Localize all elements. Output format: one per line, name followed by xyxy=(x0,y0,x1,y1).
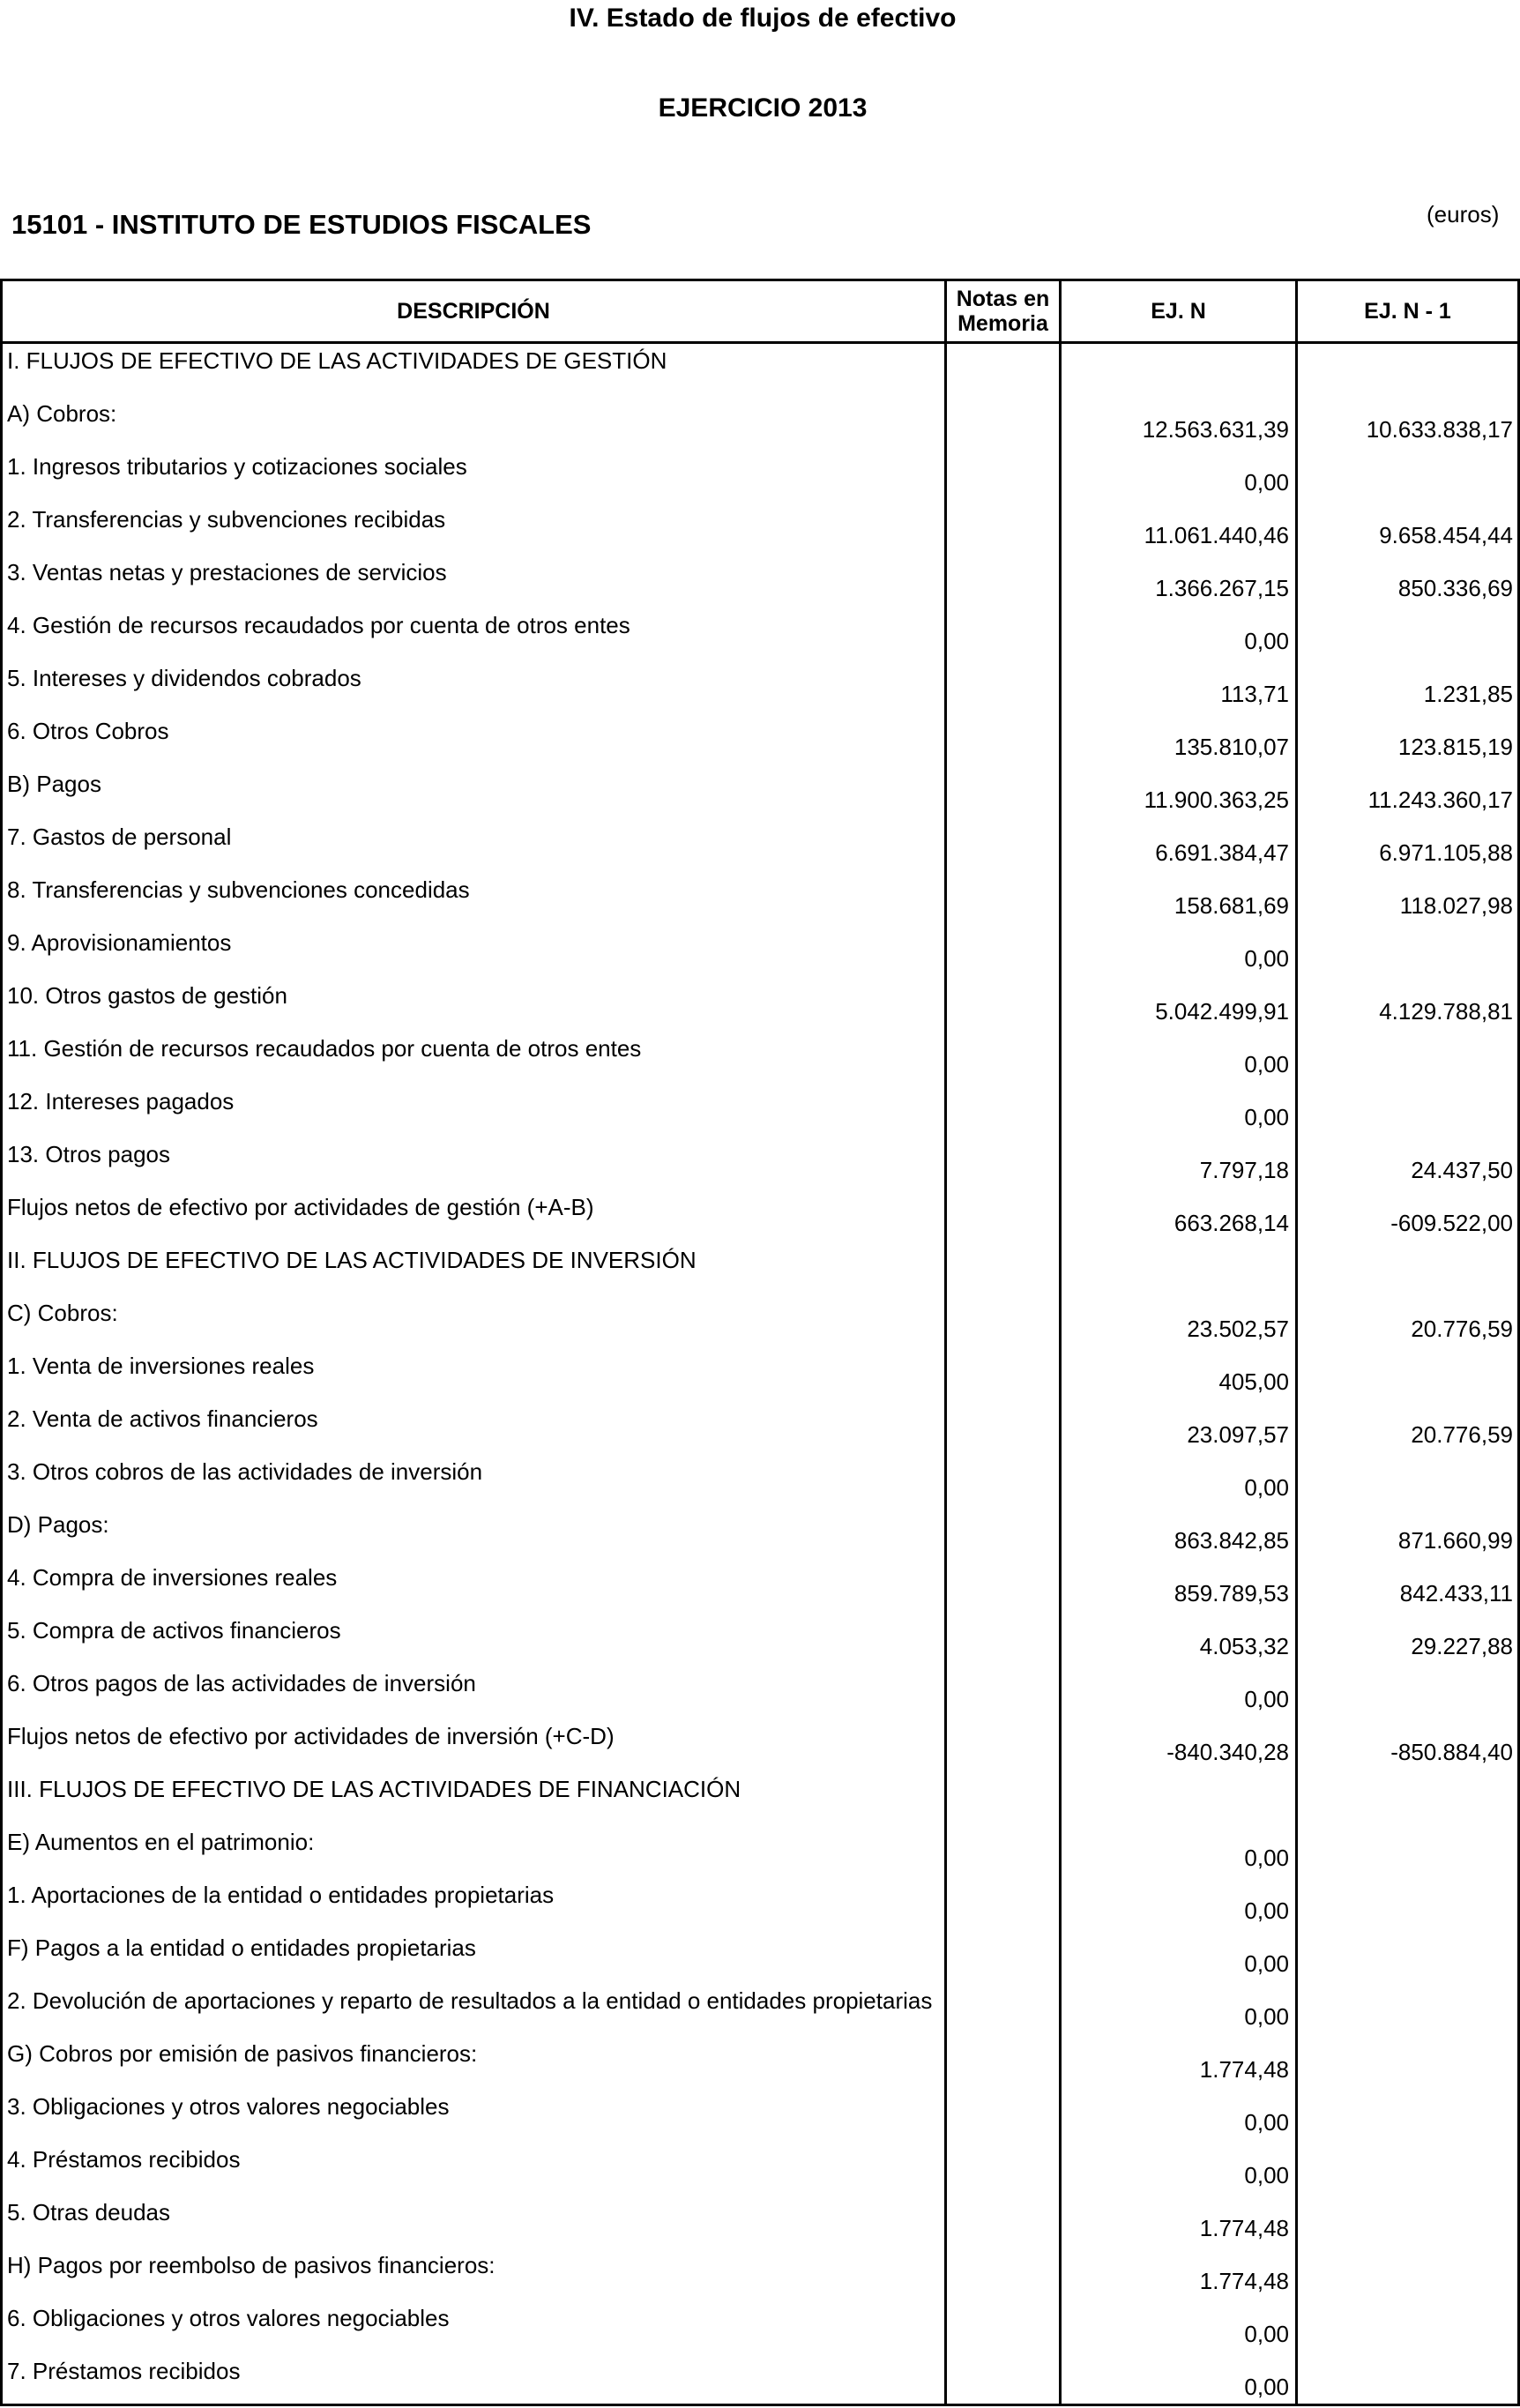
row-value-year-n: 0,00 xyxy=(1244,1686,1289,1712)
row-description: 3. Ventas netas y prestaciones de servicios xyxy=(7,559,447,585)
table-row xyxy=(0,2355,1520,2408)
table-row xyxy=(0,2302,1520,2355)
row-description: 2. Venta de activos financieros xyxy=(7,1405,318,1432)
table-row xyxy=(0,768,1520,821)
row-value-year-n: 0,00 xyxy=(1244,1474,1289,1501)
row-description: 13. Otros pagos xyxy=(7,1141,170,1167)
table-row xyxy=(0,1985,1520,2038)
row-value-year-n: 12.563.631,39 xyxy=(1142,416,1289,443)
table-row xyxy=(0,821,1520,874)
table-row xyxy=(0,1773,1520,1826)
row-value-year-n: 0,00 xyxy=(1244,1897,1289,1924)
table-row xyxy=(0,2038,1520,2091)
row-description: III. FLUJOS DE EFECTIVO DE LAS ACTIVIDADES DE FINANCIACIÓN xyxy=(7,1776,741,1802)
row-description: 1. Aportaciones de la entidad o entidades propietarias xyxy=(7,1882,555,1908)
row-value-year-n: 11.900.363,25 xyxy=(1144,787,1289,813)
row-description: E) Aumentos en el patrimonio: xyxy=(7,1829,315,1855)
row-value-year-n: 0,00 xyxy=(1244,2162,1289,2188)
row-value-year-n1: 24.437,50 xyxy=(1411,1157,1513,1183)
row-description: 7. Préstamos recibidos xyxy=(7,2358,241,2384)
table-row xyxy=(0,1191,1520,1244)
column-header-year-n: EJ. N xyxy=(1151,299,1206,324)
table-row xyxy=(0,609,1520,662)
table-row xyxy=(0,1720,1520,1773)
row-value-year-n: 11.061.440,46 xyxy=(1144,522,1289,548)
row-description: 4. Gestión de recursos recaudados por cuenta de otros entes xyxy=(7,612,630,638)
row-value-year-n1: 850.336,69 xyxy=(1397,575,1513,601)
fiscal-year-title: EJERCICIO 2013 xyxy=(658,93,868,123)
row-description: 1. Ingresos tributarios y cotizaciones sociales xyxy=(7,453,467,480)
table-row xyxy=(0,874,1520,927)
row-value-year-n: 0,00 xyxy=(1244,1950,1289,1977)
row-value-year-n1: 9.658.454,44 xyxy=(1379,522,1513,548)
table-row xyxy=(0,345,1520,398)
table-body xyxy=(0,345,1520,2408)
row-value-year-n1: 10.633.838,17 xyxy=(1366,416,1513,443)
table-row xyxy=(0,1456,1520,1509)
row-value-year-n1: 4.129.788,81 xyxy=(1379,998,1513,1025)
row-value-year-n: 1.366.267,15 xyxy=(1155,575,1289,601)
row-value-year-n1: 1.231,85 xyxy=(1423,681,1513,707)
row-value-year-n: 0,00 xyxy=(1244,628,1289,654)
row-value-year-n1: -850.884,40 xyxy=(1390,1739,1513,1765)
row-value-year-n: 859.789,53 xyxy=(1174,1580,1289,1607)
row-value-year-n: 7.797,18 xyxy=(1199,1157,1289,1183)
document-title: IV. Estado de flujos de efectivo xyxy=(569,4,957,33)
row-description: Flujos netos de efectivo por actividades de inversión (+C-D) xyxy=(7,1723,615,1749)
row-description: 10. Otros gastos de gestión xyxy=(7,982,287,1009)
row-description: 11. Gestión de recursos recaudados por cuenta de otros entes xyxy=(7,1035,642,1062)
row-value-year-n: 113,71 xyxy=(1220,681,1289,707)
row-value-year-n1: 842.433,11 xyxy=(1399,1580,1513,1607)
row-description: 5. Otras deudas xyxy=(7,2199,170,2225)
row-value-year-n: 6.691.384,47 xyxy=(1155,839,1289,866)
row-value-year-n1: 29.227,88 xyxy=(1411,1633,1513,1659)
row-description: 8. Transferencias y subvenciones concedidas xyxy=(7,876,470,903)
currency-units: (euros) xyxy=(1427,201,1500,227)
row-value-year-n: 0,00 xyxy=(1244,2109,1289,2136)
row-value-year-n: 23.502,57 xyxy=(1187,1316,1289,1342)
table-row xyxy=(0,1244,1520,1297)
row-value-year-n: 0,00 xyxy=(1244,1845,1289,1871)
table-row xyxy=(0,2143,1520,2196)
row-value-year-n: 158.681,69 xyxy=(1174,892,1289,919)
header-divider xyxy=(0,341,1520,344)
row-description: 6. Obligaciones y otros valores negociables xyxy=(7,2305,450,2331)
table-row xyxy=(0,662,1520,715)
row-description: 5. Compra de activos financieros xyxy=(7,1617,341,1644)
table-row xyxy=(0,1932,1520,1985)
table-row xyxy=(0,1509,1520,1562)
table-row xyxy=(0,1667,1520,1720)
column-header-year-n1: EJ. N - 1 xyxy=(1364,299,1451,324)
table-row xyxy=(0,1350,1520,1403)
row-description: 4. Compra de inversiones reales xyxy=(7,1564,338,1591)
entity-name: 15101 - INSTITUTO DE ESTUDIOS FISCALES xyxy=(11,209,592,240)
row-description: 9. Aprovisionamientos xyxy=(7,929,232,956)
table-row xyxy=(0,1033,1520,1085)
row-description: 5. Intereses y dividendos cobrados xyxy=(7,665,361,691)
table-row xyxy=(0,556,1520,609)
row-description: 6. Otros pagos de las actividades de inversión xyxy=(7,1670,476,1696)
column-header-notes xyxy=(947,281,1059,341)
table-row xyxy=(0,2091,1520,2143)
row-description: 4. Préstamos recibidos xyxy=(7,2146,241,2173)
row-value-year-n: 0,00 xyxy=(1244,1104,1289,1130)
row-value-year-n1: 20.776,59 xyxy=(1411,1316,1513,1342)
table-row xyxy=(0,1826,1520,1879)
row-description: 12. Intereses pagados xyxy=(7,1088,235,1115)
table-row xyxy=(0,451,1520,503)
table-row xyxy=(0,2196,1520,2249)
row-value-year-n: 0,00 xyxy=(1244,2003,1289,2030)
row-description: 3. Otros cobros de las actividades de inversión xyxy=(7,1458,483,1485)
row-value-year-n: 4.053,32 xyxy=(1199,1633,1289,1659)
table-row xyxy=(0,1138,1520,1191)
row-value-year-n1: 20.776,59 xyxy=(1411,1421,1513,1448)
row-description: 1. Venta de inversiones reales xyxy=(7,1353,315,1379)
table-row xyxy=(0,715,1520,768)
row-description: F) Pagos a la entidad o entidades propietarias xyxy=(7,1935,476,1961)
table-row xyxy=(0,1562,1520,1614)
table-row xyxy=(0,927,1520,980)
column-header-description: DESCRIPCIÓN xyxy=(397,299,550,324)
table-row xyxy=(0,1614,1520,1667)
row-value-year-n: 863.842,85 xyxy=(1174,1527,1289,1554)
row-description: A) Cobros: xyxy=(7,400,117,427)
row-description: 7. Gastos de personal xyxy=(7,824,232,850)
table-row xyxy=(0,2249,1520,2302)
row-description: 2. Devolución de aportaciones y reparto de resultados a la entidad o entidades propietarias xyxy=(7,1987,933,2014)
table-row xyxy=(0,398,1520,451)
row-value-year-n: 1.774,48 xyxy=(1199,2268,1289,2294)
table-row xyxy=(0,1879,1520,1932)
row-value-year-n: 0,00 xyxy=(1244,2321,1289,2347)
row-description: 2. Transferencias y subvenciones recibidas xyxy=(7,506,446,533)
row-description: C) Cobros: xyxy=(7,1300,118,1326)
row-value-year-n: 135.810,07 xyxy=(1174,734,1289,760)
row-value-year-n: 0,00 xyxy=(1244,2374,1289,2400)
row-description: 3. Obligaciones y otros valores negociables xyxy=(7,2093,450,2120)
row-description: I. FLUJOS DE EFECTIVO DE LAS ACTIVIDADES DE GESTIÓN xyxy=(7,347,667,374)
column-header-notes-line1: Notas en xyxy=(956,287,1050,311)
column-header-notes-line2: Memoria xyxy=(957,311,1048,336)
row-description: H) Pagos por reembolso de pasivos financieros: xyxy=(7,2252,495,2278)
row-value-year-n: 1.774,48 xyxy=(1199,2056,1289,2083)
row-value-year-n: 5.042.499,91 xyxy=(1155,998,1289,1025)
row-value-year-n: 663.268,14 xyxy=(1174,1210,1289,1236)
row-value-year-n: 0,00 xyxy=(1244,1051,1289,1077)
row-value-year-n1: 123.815,19 xyxy=(1397,734,1513,760)
row-value-year-n: 23.097,57 xyxy=(1187,1421,1289,1448)
row-value-year-n: 405,00 xyxy=(1218,1368,1289,1395)
row-value-year-n1: 11.243.360,17 xyxy=(1367,787,1513,813)
row-value-year-n1: 871.660,99 xyxy=(1397,1527,1513,1554)
row-value-year-n1: 118.027,98 xyxy=(1399,892,1513,919)
table-row xyxy=(0,980,1520,1033)
table-row xyxy=(0,1297,1520,1350)
row-value-year-n1: -609.522,00 xyxy=(1390,1210,1513,1236)
table-row xyxy=(0,1085,1520,1138)
row-value-year-n: 1.774,48 xyxy=(1199,2215,1289,2241)
table-row xyxy=(0,1403,1520,1456)
row-description: B) Pagos xyxy=(7,771,101,797)
row-value-year-n: -840.340,28 xyxy=(1166,1739,1289,1765)
row-value-year-n: 0,00 xyxy=(1244,469,1289,496)
row-description: Flujos netos de efectivo por actividades de gestión (+A-B) xyxy=(7,1194,594,1220)
row-value-year-n1: 6.971.105,88 xyxy=(1379,839,1513,866)
table-row xyxy=(0,503,1520,556)
row-value-year-n: 0,00 xyxy=(1244,945,1289,972)
row-description: II. FLUJOS DE EFECTIVO DE LAS ACTIVIDADES DE INVERSIÓN xyxy=(7,1247,697,1273)
row-description: D) Pagos: xyxy=(7,1511,109,1538)
row-description: G) Cobros por emisión de pasivos financieros: xyxy=(7,2040,478,2067)
row-description: 6. Otros Cobros xyxy=(7,718,169,744)
